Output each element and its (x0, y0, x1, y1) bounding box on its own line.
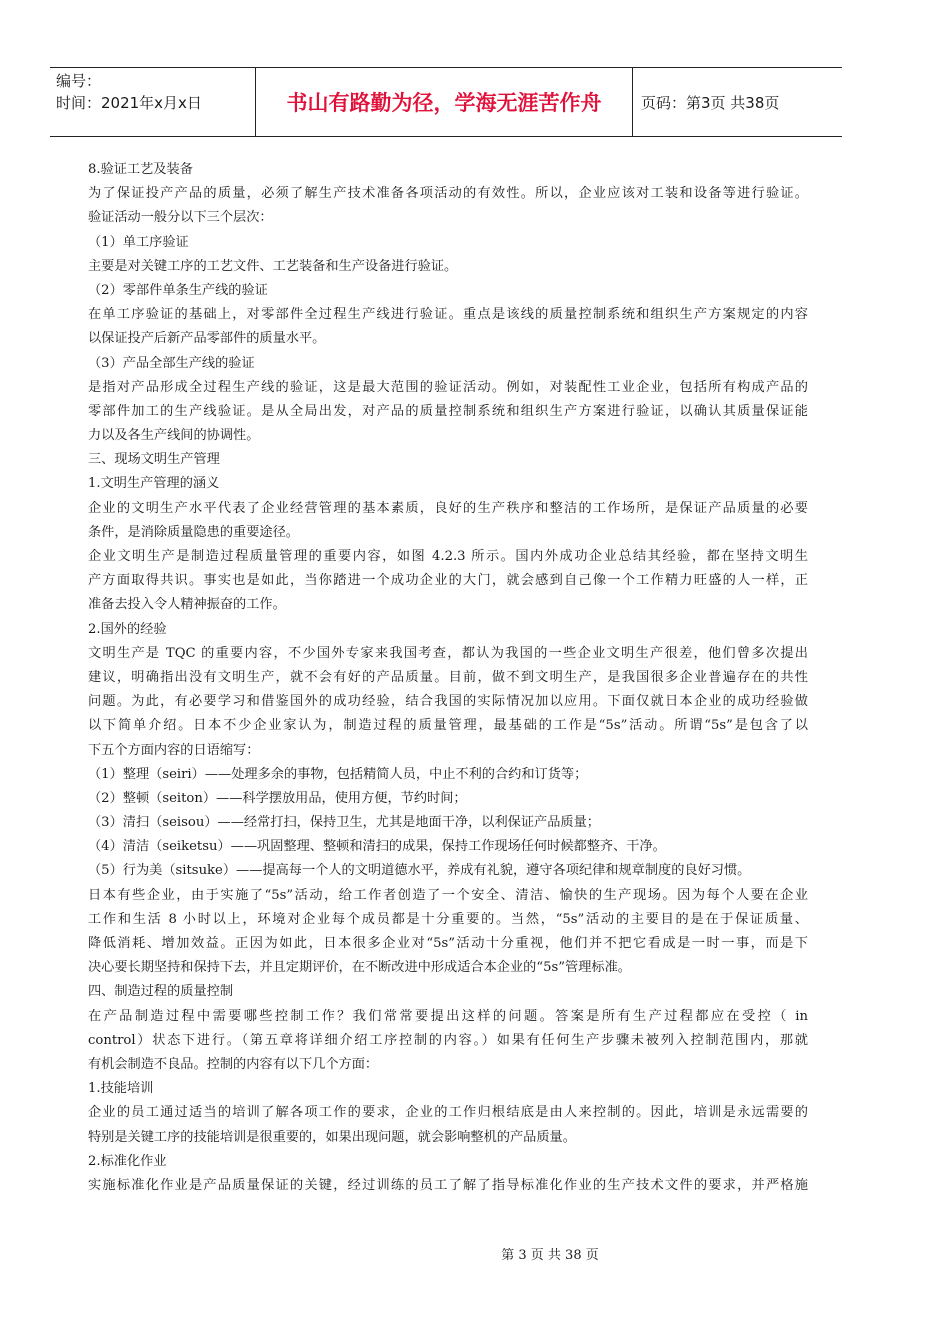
text-line: 有机会制造不良品。控制的内容有以下几个方面： (88, 1056, 379, 1072)
text-line: 产方面取得共识。事实也是如此，当你踏进一个成功企业的大门，就会感到自己像一个工作精力旺盛的人一样，正 (88, 573, 808, 589)
text-line: 以下简单介绍。日本不少企业家认为，制造过程的质量管理，最基础的工作是“5s”活动。所谓“5s”是包含了以 (88, 718, 808, 734)
text-line: 决心要长期坚持和保持下去，并且定期评价，在不断改进中形成适合本企业的“5s”管理标准。 (88, 960, 631, 976)
text-line: 验证活动一般分以下三个层次： (88, 210, 273, 226)
header-meta (50, 68, 255, 136)
text-line: 企业的文明生产水平代表了企业经营管理的基本素质，良好的生产秩序和整洁的工作场所，是保证产品质量的必要 (88, 500, 808, 516)
text-line: （3）清扫（seisou）——经常打扫，保持卫生，尤其是地面干净，以利保证产品质量； (88, 815, 600, 831)
text-line: （5）行为美（sitsuke）——提高每一个人的文明道德水平，养成有礼貌，遵守各项纪律和规章制度的良好习惯。 (88, 863, 751, 879)
text-line: （1）整理（seiri）——处理多余的事物，包括精简人员，中止不利的合约和订货等； (88, 766, 588, 782)
text-line: 问题。为此，有必要学习和借鉴国外的成功经验，结合我国的实际情况加以应用。下面仅就日本企业的成功经验做 (88, 694, 808, 710)
text-line: 条件，是消除质量隐患的重要途径。 (88, 524, 299, 540)
text-line: 为了保证投产产品的质量，必须了解生产技术准备各项活动的有效性。所以，企业应该对工装和设备等进行验证。 (88, 186, 808, 202)
text-line: 准备去投入令人精神振奋的工作。 (88, 597, 286, 613)
text-line: 在产品制造过程中需要哪些控制工作？我们常常要提出这样的问题。答案是所有生产过程都应在受控（ in (88, 1008, 808, 1024)
text-line: 企业文明生产是制造过程质量管理的重要内容，如图 4.2.3 所示。国内外成功企业总结其经验，都在坚持文明生 (88, 549, 808, 564)
text-line: 日本有些企业，由于实施了“5s”活动，给工作者创造了一个安全、清洁、愉快的生产现场。因为每个人要在企业 (88, 887, 808, 903)
text-line: 实施标准化作业是产品质量保证的关键，经过训练的员工了解了指导标准化作业的生产技术文件的要求，并严格施 (88, 1177, 808, 1193)
text-line: 特别是关键工序的技能培训是很重要的，如果出现问题，就会影响整机的产品质量。 (88, 1129, 576, 1145)
text-line: 2.国外的经验 (88, 621, 167, 637)
number-label: 编号： (56, 72, 102, 90)
page-header (50, 67, 842, 137)
text-line: 建议，明确指出没有文明生产，就不会有好的产品质量。目前，做不到文明生产，是我国很多企业普遍存在的共性 (88, 669, 808, 685)
text-line: control）状态下进行。（第五章将详细介绍工序控制的内容。）如果有任何生产步骤未被列入控制范围内，那就 (88, 1032, 808, 1048)
text-line: （3）产品全部生产线的验证 (88, 355, 255, 371)
header-motto: 书山有路勤为径，学海无涯苦作舟 (255, 68, 633, 136)
text-line: 降低消耗、增加效益。正因为如此，日本很多企业对“5s”活动十分重视，他们并不把它看成是一时一事，而是下 (88, 936, 808, 951)
text-line: 2.标准化作业 (88, 1153, 167, 1169)
page-footer: 第 3 页 共 38 页 (501, 1248, 599, 1263)
header-page-label: 页码：第3页 共38页 (641, 93, 780, 112)
text-line: 是指对产品形成全过程生产线的验证，这是最大范围的验证活动。例如，对装配性工业企业，包括所有构成产品的 (88, 379, 808, 395)
text-line: （2）零部件单条生产线的验证 (88, 282, 268, 298)
text-line: 零部件加工的生产线验证。是从全局出发，对产品的质量控制系统和组织生产方案进行验证，以确认其质量保证能 (88, 403, 808, 419)
text-line: 工作和生活 8 小时以上，环境对企业每个成员都是十分重要的。当然，“5s”活动的主要目的是在于保证质量、 (88, 911, 808, 927)
text-line: 1.技能培训 (88, 1081, 154, 1097)
text-line: 以保证投产后新产品零部件的质量水平。 (88, 331, 326, 347)
text-line: 下五个方面内容的日语缩写： (88, 742, 260, 758)
text-line: 四、制造过程的质量控制 (88, 984, 234, 1000)
text-line: 企业的员工通过适当的培训了解各项工作的要求，企业的工作归根结底是由人来控制的。因此，培训是永远需要的 (88, 1105, 808, 1121)
text-line: 8.验证工艺及装备 (88, 162, 193, 177)
text-line: 文明生产是 TQC 的重要内容，不少国外专家来我国考查，都认为我国的一些企业文明生产很差，他们曾多次提出 (88, 645, 808, 661)
text-line: （4）清洁（seiketsu）——巩固整理、整顿和清扫的成果，保持工作现场任何时候都整齐、干净。 (88, 839, 666, 855)
date-label: 时间：2021年x月x日 (56, 94, 202, 112)
text-line: 在单工序验证的基础上，对零部件全过程生产线进行验证。重点是该线的质量控制系统和组织生产方案规定的内容 (88, 307, 808, 323)
text-line: （1）单工序验证 (88, 234, 189, 250)
text-line: 三、现场文明生产管理 (88, 452, 220, 468)
text-line: 主要是对关键工序的工艺文件、工艺装备和生产设备进行验证。 (88, 258, 458, 274)
text-line: （2）整顿（seiton）——科学摆放用品，使用方便，节约时间； (88, 790, 467, 806)
document-body (88, 158, 808, 1198)
text-line: 1.文明生产管理的涵义 (88, 476, 220, 492)
text-line: 力以及各生产线间的协调性。 (88, 428, 260, 444)
